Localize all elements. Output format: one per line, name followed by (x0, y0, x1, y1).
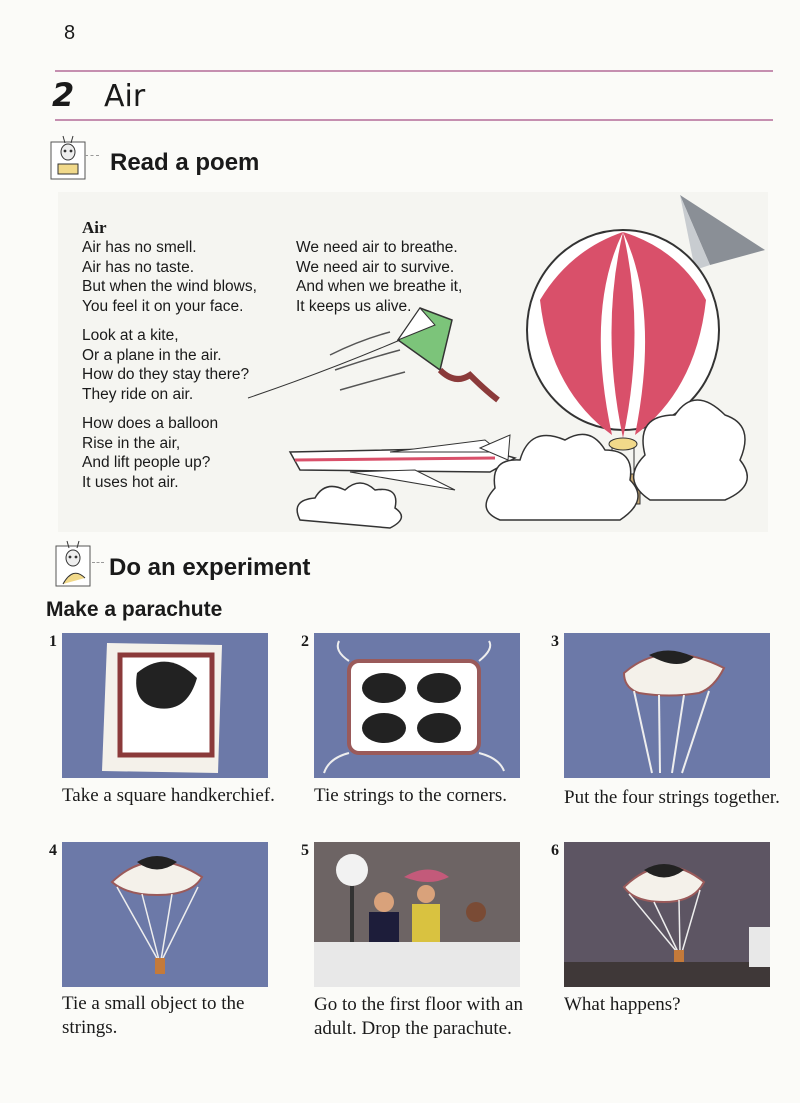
step-4-photo (62, 842, 268, 987)
divider (92, 562, 104, 563)
step-caption: Tie a small object to the strings. (62, 993, 245, 1038)
step-3-photo (564, 633, 770, 778)
poem-line: We need air to breathe. (296, 239, 458, 256)
poem-line: They ride on air. (82, 385, 194, 403)
step-6-photo (564, 842, 770, 987)
poem-line: It uses hot air. (82, 473, 179, 491)
unit-title: Air (104, 79, 146, 114)
robot-reading-icon (50, 134, 86, 180)
step-caption: Take a square handkerchief. (62, 785, 275, 806)
poem-line: Rise in the air, (82, 434, 181, 452)
step-caption: What happens? (564, 994, 681, 1015)
poem-line: How does a balloon (82, 415, 219, 432)
poem-line: You feel it on your face. (82, 297, 244, 315)
poem-line: How do they stay there? (82, 366, 250, 383)
step-number: 1 (49, 633, 57, 650)
robot-thinking-icon (55, 540, 91, 586)
page-number: 8 (64, 22, 76, 44)
air-illustration (240, 190, 770, 550)
poem-line: And lift people up? (82, 454, 211, 471)
step-1-photo (62, 633, 268, 778)
unit-number: 2 (52, 76, 75, 114)
step-2-photo (314, 633, 520, 778)
poem-line: We need air to survive. (296, 258, 455, 276)
experiment-title: Make a parachute (46, 598, 223, 621)
poem-line: Air has no taste. (82, 258, 195, 276)
wind-lines (330, 332, 405, 390)
bottom-rule (55, 119, 773, 121)
poem-line: It keeps us alive. (296, 297, 412, 315)
paper-plane-icon (680, 195, 765, 270)
step-number: 4 (49, 842, 57, 859)
step-caption: Tie strings to the corners. (314, 785, 507, 806)
airplane-icon (290, 435, 515, 490)
divider (85, 155, 99, 156)
step-caption: Put the four strings together. (564, 787, 780, 808)
poem-line: Air has no smell. (82, 239, 197, 256)
poem-line: But when the wind blows, (82, 278, 257, 295)
step-number: 5 (301, 842, 309, 859)
poem-line: Look at a kite, (82, 327, 179, 344)
kite-icon (248, 308, 498, 400)
poem-line: Or a plane in the air. (82, 346, 222, 364)
top-rule (55, 70, 773, 72)
step-5-photo (314, 842, 520, 987)
step-caption: Go to the first floor with an adult. Drop the parachute. (314, 994, 523, 1039)
step-number: 2 (301, 633, 309, 650)
poem-line: And when we breathe it, (296, 278, 463, 295)
step-number: 6 (551, 842, 559, 859)
section-title-experiment: Do an experiment (109, 554, 311, 581)
step-number: 3 (551, 633, 559, 650)
poem-title: Air (82, 218, 107, 237)
section-title-poem: Read a poem (110, 149, 260, 176)
